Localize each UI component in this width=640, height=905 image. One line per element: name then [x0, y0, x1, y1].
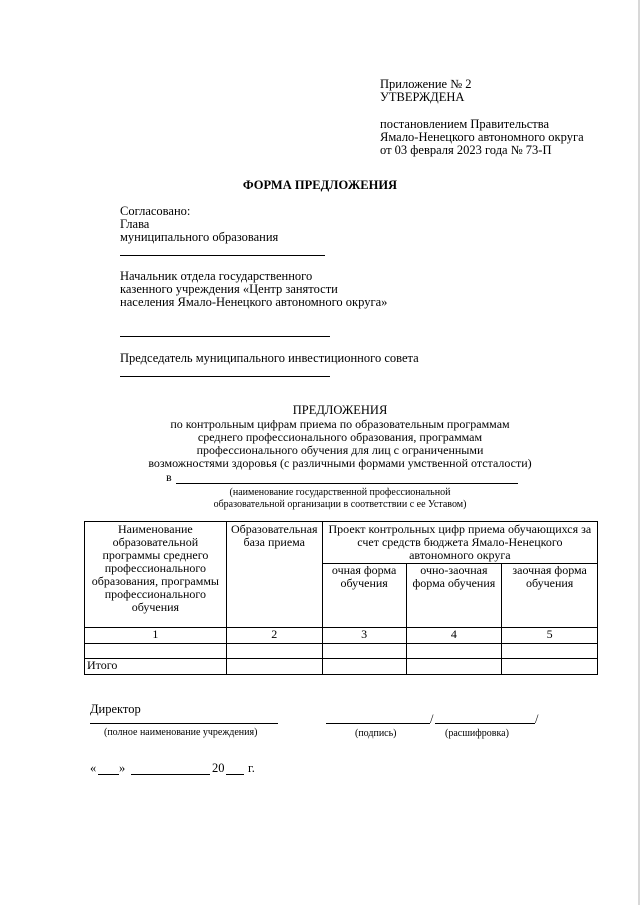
column-number-2: 2: [226, 628, 322, 644]
council-chair: Председатель муниципального инвестиционного совета: [120, 351, 419, 365]
proposal-line-2: среднего профессионального образования, программам: [197, 430, 483, 444]
header-target-figures: Проект контрольных цифр приема обучающихся за счет средств бюджета Ямало-Ненецкого автономного округа: [322, 522, 597, 564]
total-label: Итого: [85, 659, 227, 675]
signature-hint: (подпись): [355, 728, 397, 739]
header-full-time: очная форма обучения: [322, 564, 406, 628]
center-signature-line: [120, 336, 330, 337]
header-education-base: Образовательная база приема: [226, 522, 322, 628]
empty-cell[interactable]: [406, 644, 502, 659]
column-number-5: 5: [502, 628, 598, 644]
header-extramural: заочная форма обучения: [502, 564, 598, 628]
slash-separator-end: /: [535, 712, 539, 726]
total-cell[interactable]: [322, 659, 406, 675]
organization-full-name-hint: (полное наименование учреждения): [104, 727, 258, 738]
proposal-line-3: профессионального обучения для лиц с ограниченными: [196, 443, 484, 457]
organization-hint-2: образовательной организации в соответствии с ее Уставом): [213, 499, 467, 510]
appendix-number: Приложение № 2: [380, 77, 472, 91]
center-line-1: Начальник отдела государственного: [120, 269, 313, 283]
signature-line: [326, 723, 430, 724]
empty-cell[interactable]: [322, 644, 406, 659]
year-line: [226, 774, 244, 775]
decree-line-1: постановлением Правительства: [380, 117, 550, 131]
center-line-3: населения Ямало-Ненецкого автономного округа»: [120, 295, 388, 309]
form-title: ФОРМА ПРЕДЛОЖЕНИЯ: [242, 178, 398, 192]
column-number-3: 3: [322, 628, 406, 644]
proposal-title: ПРЕДЛОЖЕНИЯ: [292, 403, 388, 417]
decoding-hint: (расшифровка): [445, 728, 509, 739]
decree-line-2: Ямало-Ненецкого автономного округа: [380, 130, 584, 144]
organization-hint-1: (наименование государственной профессиональной: [229, 487, 451, 498]
column-number-4: 4: [406, 628, 502, 644]
organization-full-name-line: [90, 723, 278, 724]
proposal-line-1: по контрольным цифрам приема по образовательным программам: [170, 417, 510, 431]
column-number-1: 1: [85, 628, 227, 644]
center-line-2: казенного учреждения «Центр занятости: [120, 282, 338, 296]
proposal-line-4: возможностями здоровья (с различными формами умственной отсталости): [148, 456, 532, 470]
header-program-name: Наименование образовательной программы среднего профессионального образования, программы профессионального обучения: [85, 522, 227, 628]
decoding-line: [435, 723, 535, 724]
day-line: [98, 774, 119, 775]
date-quote-close: »: [119, 761, 126, 775]
total-cell[interactable]: [502, 659, 598, 675]
slash-separator: /: [430, 712, 434, 726]
proposal-table: [84, 521, 598, 675]
year-suffix: г.: [248, 761, 255, 775]
year-prefix: 20: [212, 761, 225, 775]
head-signature-line: [120, 255, 325, 256]
header-part-time: очно-заочная форма обучения: [406, 564, 502, 628]
head-municipality: муниципального образования: [120, 230, 279, 244]
organization-name-line: [176, 483, 518, 484]
total-cell[interactable]: [226, 659, 322, 675]
total-cell[interactable]: [406, 659, 502, 675]
council-signature-line: [120, 376, 330, 377]
empty-cell[interactable]: [226, 644, 322, 659]
in-prefix: в: [166, 470, 172, 484]
empty-cell[interactable]: [502, 644, 598, 659]
agreed-label: Согласовано:: [120, 204, 191, 218]
approved-label: УТВЕРЖДЕНА: [380, 90, 465, 104]
director-label: Директор: [90, 702, 141, 716]
empty-cell[interactable]: [85, 644, 227, 659]
month-line: [131, 774, 210, 775]
decree-line-3: от 03 февраля 2023 года № 73-П: [380, 143, 552, 157]
date-quote-open: «: [90, 761, 97, 775]
head-title: Глава: [120, 217, 150, 231]
